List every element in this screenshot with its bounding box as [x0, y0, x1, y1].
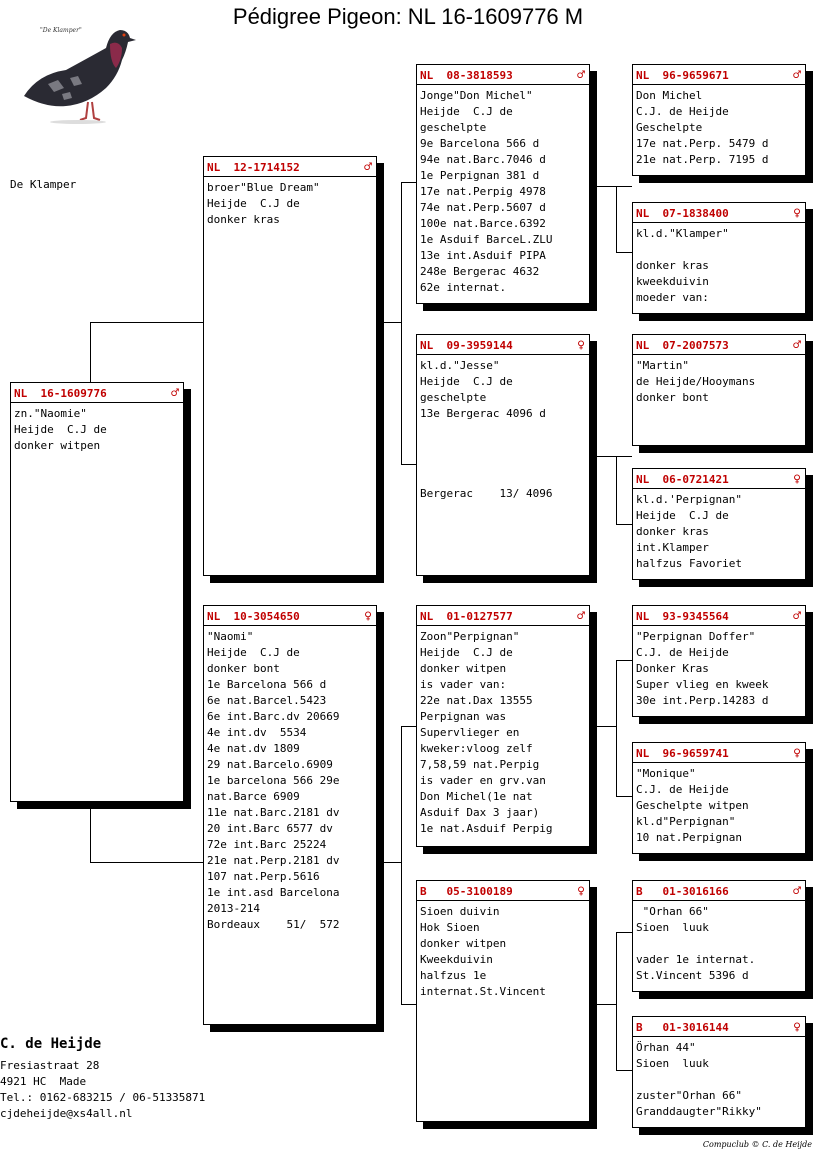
male-sex-icon: ♂	[793, 67, 801, 83]
owner-block	[0, 1036, 205, 1122]
female-sex-icon: ♀	[793, 1019, 801, 1035]
connector-line	[401, 182, 402, 464]
connector-line	[401, 726, 417, 727]
footer-credit: Compuclub © C. de Heijde	[702, 1140, 812, 1149]
female-sex-icon: ♀	[364, 608, 372, 624]
connector-line	[616, 1070, 632, 1071]
connector-line	[616, 932, 632, 933]
pigeon-details: Don Michel C.J. de Heijde Geschelpte 17e nat.Perp. 5479 d 21e nat.Perp. 7195 d	[636, 89, 769, 166]
connector-line	[616, 524, 632, 525]
connector-line	[616, 186, 617, 252]
owner-street: Fresiastraat 28	[0, 1059, 100, 1072]
connector-line	[401, 726, 402, 1004]
pigeon-card-great-grandparent	[632, 468, 806, 580]
connector-line	[90, 322, 204, 323]
owner-email: cjdeheijde@xs4all.nl	[0, 1107, 133, 1120]
ring-number: B 05-3100189	[420, 884, 513, 898]
pigeon-details: "Martin" de Heijde/Hooymans donker bont	[636, 359, 756, 404]
pigeon-card-mother	[203, 605, 377, 1025]
ring-number: NL 96-9659741	[636, 746, 729, 760]
pigeon-details: "Monique" C.J. de Heijde Geschelpte witpen kl.d"Perpignan" 10 nat.Perpignan	[636, 767, 749, 844]
pigeon-details: "Naomi" Heijde C.J de donker bont 1e Barcelona 566 d 6e nat.Barcel.5423 6e int.Barc.dv 20669 4e int.dv 5534 4e nat.dv 1809 29 nat.Barcelo.6909 1e barcelona 566 29e nat.Barce 6909 11e nat.Barc.2181 dv 20 int.Barc 6577 dv 72e int.Barc 25224 21e nat.Perp.2181 dv 107 nat.Perp.5616 1e int.asd Barcelona 2013-214 Bordeaux 51/ 572	[207, 630, 340, 931]
ring-number: NL 16-1609776	[14, 386, 107, 400]
pigeon-card-grandfather-paternal	[416, 64, 590, 304]
pigeon-card-grandmother-paternal	[416, 334, 590, 576]
pigeon-details: Zoon"Perpignan" Heijde C.J de donker witpen is vader van: 22e nat.Dax 13555 Perpignan was Supervlieger en kweker:vloog zelf 7,58,59 nat.Perpig is vader en grv.van Don Michel(1e nat Asduif Dax 3 jaar) 1e nat.Asduif Perpig	[420, 630, 553, 835]
ring-number: NL 07-2007573	[636, 338, 729, 352]
connector-line	[616, 796, 632, 797]
loft-name: De Klamper	[10, 178, 77, 191]
pigeon-card-grandfather-maternal	[416, 605, 590, 847]
pigeon-card-subject	[10, 382, 184, 802]
connector-line	[401, 1004, 417, 1005]
connector-line	[590, 1004, 616, 1005]
owner-city: 4921 HC Made	[0, 1075, 87, 1088]
connector-line	[376, 322, 401, 323]
pigeon-details: kl.d."Klamper" donker kras kweekduivin moeder van:	[636, 227, 729, 304]
connector-line	[90, 862, 204, 863]
pigeon-card-great-grandparent	[632, 880, 806, 992]
connector-line	[376, 862, 401, 863]
pigeon-card-great-grandparent	[632, 1016, 806, 1128]
pigeon-card-father	[203, 156, 377, 576]
pigeon-card-great-grandparent	[632, 64, 806, 176]
ring-number: NL 07-1838400	[636, 206, 729, 220]
ring-number: NL 08-3818593	[420, 68, 513, 82]
female-sex-icon: ♀	[577, 337, 585, 353]
pigeon-details: Jonge"Don Michel" Heijde C.J de geschelpte 9e Barcelona 566 d 94e nat.Barc.7046 d 1e Perpignan 381 d 17e nat.Perpig 4978 74e nat.Perp.5607 d 100e nat.Barce.6392 1e Asduif BarceL.ZLU 13e int.Asduif PIPA 248e Bergerac 4632 62e internat.	[420, 89, 553, 294]
pigeon-details: kl.d.'Perpignan" Heijde C.J de donker kras int.Klamper halfzus Favoriet	[636, 493, 742, 570]
pigeon-details: kl.d."Jesse" Heijde C.J de geschelpte 13e Bergerac 4096 d Bergerac 13/ 4096	[420, 359, 553, 500]
connector-line	[401, 182, 417, 183]
male-sex-icon: ♂	[577, 67, 585, 83]
pigeon-card-great-grandparent	[632, 202, 806, 314]
connector-line	[590, 186, 632, 187]
pigeon-photo	[18, 14, 138, 126]
connector-line	[590, 456, 632, 457]
pigeon-details: zn."Naomie" Heijde C.J de donker witpen	[14, 407, 107, 452]
pigeon-card-great-grandparent	[632, 334, 806, 446]
male-sex-icon: ♂	[793, 608, 801, 624]
male-sex-icon: ♂	[171, 385, 179, 401]
ring-number: NL 96-9659671	[636, 68, 729, 82]
connector-line	[90, 803, 91, 863]
pigeon-card-grandmother-maternal	[416, 880, 590, 1122]
ring-number: B 01-3016144	[636, 1020, 729, 1034]
connector-line	[90, 322, 91, 384]
connector-line	[590, 726, 616, 727]
connector-line	[616, 456, 617, 524]
female-sex-icon: ♀	[793, 471, 801, 487]
female-sex-icon: ♀	[793, 745, 801, 761]
owner-name: C. de Heijde	[0, 1036, 102, 1052]
ring-number: NL 06-0721421	[636, 472, 729, 486]
ring-number: NL 93-9345564	[636, 609, 729, 623]
pigeon-details: "Perpignan Doffer" C.J. de Heijde Donker Kras Super vlieg en kweek 30e int.Perp.14283 d	[636, 630, 769, 707]
male-sex-icon: ♂	[793, 883, 801, 899]
pigeon-details: broer"Blue Dream" Heijde C.J de donker kras	[207, 181, 320, 226]
photo-caption: "De Klamper"	[40, 27, 82, 34]
ring-number: B 01-3016166	[636, 884, 729, 898]
ring-number: NL 12-1714152	[207, 160, 300, 174]
page-title: Pédigree Pigeon: NL 16-1609776 M	[232, 4, 584, 29]
pigeon-details: "Orhan 66" Sioen luuk vader 1e internat. St.Vincent 5396 d	[636, 905, 756, 982]
connector-line	[401, 464, 417, 465]
connector-line	[616, 252, 632, 253]
male-sex-icon: ♂	[577, 608, 585, 624]
pigeon-card-great-grandparent	[632, 742, 806, 854]
connector-line	[616, 660, 632, 661]
male-sex-icon: ♂	[364, 159, 372, 175]
pigeon-card-great-grandparent	[632, 605, 806, 717]
female-sex-icon: ♀	[577, 883, 585, 899]
ring-number: NL 10-3054650	[207, 609, 300, 623]
ring-number: NL 01-0127577	[420, 609, 513, 623]
connector-line	[616, 932, 617, 1070]
male-sex-icon: ♂	[793, 337, 801, 353]
connector-line	[616, 660, 617, 796]
pigeon-details: Örhan 44" Sioen luuk zuster"Orhan 66" Granddaugter"Rikky"	[636, 1041, 762, 1118]
female-sex-icon: ♀	[793, 205, 801, 221]
pigeon-details: Sioen duivin Hok Sioen donker witpen Kweekduivin halfzus 1e internat.St.Vincent	[420, 905, 546, 998]
owner-phone: Tel.: 0162-683215 / 06-51335871	[0, 1091, 206, 1104]
ring-number: NL 09-3959144	[420, 338, 513, 352]
